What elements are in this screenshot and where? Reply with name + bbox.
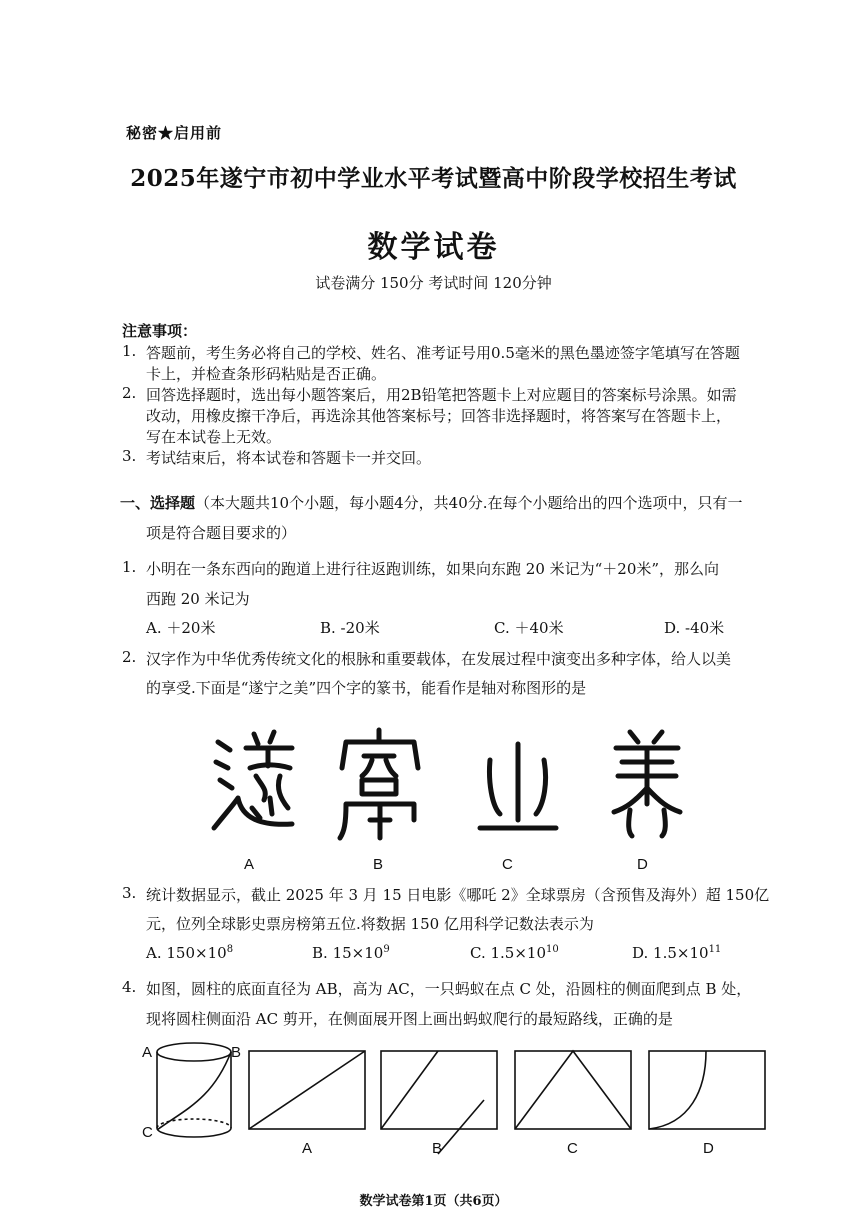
seal-label-b: B bbox=[373, 856, 384, 873]
option-label: A. bbox=[146, 944, 162, 962]
q4-stem-cont: 现将圆柱侧面沿 AC 剪开，在侧面展开图上画出蚂蚁爬行的最短路线，正确的是 bbox=[146, 1010, 673, 1028]
section-label: 一、选择题 bbox=[120, 494, 196, 512]
subject-title: 数学试卷 bbox=[367, 230, 500, 265]
q2-stem: 汉字作为中华优秀传统文化的根脉和重要载体，在发展过程中演变出多种字体，给人以美 bbox=[146, 650, 732, 668]
notice-line: 回答选择题时，选出每小题答案后，用2B铅笔把答题卡上对应题目的答案标号涂黑。如需 bbox=[146, 386, 737, 404]
section-heading bbox=[120, 492, 743, 513]
q4-figure-a bbox=[248, 1050, 366, 1130]
seal-label-a: A bbox=[244, 856, 255, 873]
q4-label-a: A bbox=[302, 1140, 313, 1157]
option-base: 1.5×10 bbox=[653, 944, 709, 962]
notice-line: 考试结束后，将本试卷和答题卡一并交回。 bbox=[146, 449, 432, 467]
cylinder-label-a: A bbox=[142, 1044, 153, 1061]
q3-option-b bbox=[312, 944, 390, 962]
q4-label-c: C bbox=[567, 1140, 578, 1157]
notice-number: 1. bbox=[122, 342, 137, 360]
cylinder-label-b: B bbox=[231, 1044, 242, 1061]
q2-stem-cont: 的享受.下面是“遂宁之美”四个字的篆书，能看作是轴对称图形的是 bbox=[146, 679, 587, 697]
q4-figure-d bbox=[648, 1050, 766, 1130]
notice-line: 写在本试卷上无效。 bbox=[146, 428, 282, 446]
seal-char-zhi-image bbox=[478, 742, 558, 838]
option-base: 15×10 bbox=[332, 944, 384, 962]
option-base: 150×10 bbox=[166, 944, 227, 962]
question-number: 4. bbox=[122, 978, 137, 996]
notice-number: 3. bbox=[122, 447, 137, 465]
q4-label-b: B bbox=[432, 1140, 443, 1157]
notice-heading: 注意事项： bbox=[122, 322, 198, 340]
page-footer: 数学试卷第1页（共6页） bbox=[359, 1194, 508, 1209]
seal-char-ning-image bbox=[334, 728, 424, 842]
cylinder-label-c: C bbox=[142, 1124, 153, 1141]
q3-option-d bbox=[632, 944, 721, 962]
option-exponent: 8 bbox=[226, 944, 234, 955]
q1-stem: 小明在一条东西向的跑道上进行往返跑训练，如果向东跑 20 米记为“＋20米”，那么向 bbox=[146, 560, 720, 578]
option-label: D. bbox=[632, 944, 649, 962]
option-label: B. bbox=[312, 944, 328, 962]
seal-label-d: D bbox=[637, 856, 648, 873]
seal-char-mei-image bbox=[608, 728, 686, 840]
option-exponent: 9 bbox=[383, 944, 390, 955]
notice-line: 改动，用橡皮擦干净后，再选涂其他答案标号；回答非选择题时，将答案写在答题卡上， bbox=[146, 407, 732, 425]
q1-option-a: A. ＋20米 bbox=[146, 619, 216, 637]
confidential-mark: 秘密★启用前 bbox=[126, 124, 223, 142]
q1-stem-cont: 西跑 20 米记为 bbox=[146, 590, 250, 608]
section-desc: （本大题共10个小题，每小题4分，共40分.在每个小题给出的四个选项中，只有一 bbox=[195, 494, 743, 512]
option-exponent: 11 bbox=[708, 944, 722, 955]
section-desc-cont: 项是符合题目要求的） bbox=[146, 524, 297, 542]
notice-line: 卡上，并检查条形码粘贴是否正确。 bbox=[146, 365, 387, 383]
notice-line: 答题前，考生务必将自己的学校、姓名、准考证号用0.5毫米的黑色墨迹签字笔填写在答题 bbox=[146, 344, 740, 362]
q4-label-d: D bbox=[703, 1140, 714, 1157]
exam-title: 2025年遂宁市初中学业水平考试暨高中阶段学校招生考试 bbox=[130, 165, 737, 192]
q1-option-d: D. -40米 bbox=[664, 619, 725, 637]
q4-figure-c bbox=[514, 1050, 632, 1130]
notice-number: 2. bbox=[122, 384, 137, 402]
question-number: 2. bbox=[122, 648, 137, 666]
q3-option-c bbox=[470, 944, 559, 962]
q3-stem: 统计数据显示，截止 2025 年 3 月 15 日电影《哪吒 2》全球票房（含预售及海外）超 150亿 bbox=[146, 886, 770, 904]
exam-info: 试卷满分 150分 考试时间 120分钟 bbox=[315, 274, 552, 292]
q3-option-a bbox=[146, 944, 233, 962]
option-base: 1.5×10 bbox=[490, 944, 547, 962]
q1-option-c: C. ＋40米 bbox=[494, 619, 564, 637]
q4-stem: 如图，圆柱的底面直径为 AB，高为 AC，一只蚂蚁在点 C 处，沿圆柱的侧面爬到点 B 处， bbox=[146, 980, 752, 998]
cylinder-figure bbox=[154, 1040, 234, 1140]
seal-label-c: C bbox=[502, 856, 513, 873]
option-label: C. bbox=[470, 944, 486, 962]
seal-char-sui-image bbox=[210, 728, 296, 838]
q3-stem-cont: 元，位列全球影史票房榜第五位.将数据 150 亿用科学记数法表示为 bbox=[146, 915, 594, 933]
question-number: 1. bbox=[122, 558, 137, 576]
question-number: 3. bbox=[122, 884, 137, 902]
option-exponent: 10 bbox=[546, 944, 559, 955]
q1-option-b: B. -20米 bbox=[320, 619, 380, 637]
